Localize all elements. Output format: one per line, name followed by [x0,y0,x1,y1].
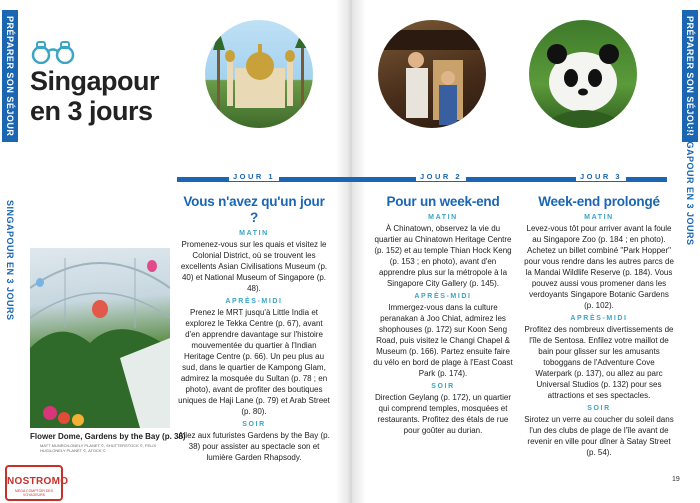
day-3-heading: Week-end prolongé [538,194,660,209]
balloon-decoration [147,260,157,272]
balloon-decoration [92,300,108,318]
binoculars-icon [30,40,76,64]
photo-temple [378,20,486,128]
day-3-apresmidi-text: Profitez des nombreux divertissements de l'île de Sentosa. Enfilez votre maillot de bain pour glisser sur les amusants toboggans de l'Adventure Cove Waterpark (p. 137), ou allez au parc Universal Studios (p. 132) pour ses attractions et ses spectacles. [524,325,674,400]
right-running-title: SINGAPOUR EN 3 JOURS [685,125,695,246]
day-3-apresmidi-label: APRÈS-MIDI [570,315,628,322]
left-running-title: SINGAPOUR EN 3 JOURS [5,200,15,321]
day-1-soir-text: Allez aux futuristes Gardens by the Bay (p. 38) pour assister au spectacle son et lumière Garden Rhapsody. [178,431,330,462]
photo-caption: Flower Dome, Gardens by the Bay (p. 38) [30,432,186,441]
photo-panda [529,20,637,128]
day-2-matin-text: À Chinatown, observez la vie du quartier au Chinatown Heritage Centre (p. 152) et au temple Thian Hock Keng (p. 153 ; en photo), avant d'en apprendre plus sur la métropole à la Singapore City Gallery (p. 145). [374,224,512,288]
day-1-soir-label: SOIR [242,421,266,428]
day-1-matin-label: MATIN [239,230,269,237]
day-3-column [524,194,674,458]
day-1-column [178,194,330,463]
title-line-1: Singapour [30,66,159,96]
page-number: 19 [672,476,680,483]
day-2-matin-label: MATIN [428,214,458,221]
day-1-apresmidi-label: APRÈS-MIDI [225,298,283,305]
watermark-subtitle: MEGA COMPTOIR DES VOYAGEURS [14,489,54,497]
day-3-soir-label: SOIR [587,405,611,412]
photo-flower-dome [30,248,170,428]
day-2-apresmidi-label: APRÈS-MIDI [414,293,472,300]
day-1-heading: Vous n'avez qu'un jour ? [183,194,325,225]
title-line-2: en 3 jours [30,96,153,126]
right-section-tab: PRÉPARER SON SÉJOUR [682,10,698,142]
day-2-column [372,194,514,436]
day-3-soir-text: Sirotez un verre au coucher du soleil dans l'un des clubs de plage de l'île avant de revenir en ville pour dîner à Satay Street (p. 54). [524,415,674,457]
left-section-tab: PRÉPARER SON SÉJOUR [2,10,18,142]
day-1-apresmidi-text: Prenez le MRT jusqu'à Little India et explorez le Tekka Centre (p. 67), avant d'en apprendre davantage sur l'histoire mouvementée du quartier à l'Indian Heritage Centre (p. 66). Un peu plus au sud, dans le quartier de Kampong Glam, admirez la mosquée du Sultan (p. 78 ; en photo), avant de profiter des boutiques uniques de Haji Lane (p. 79) et Arab Street (p. 80). [178,308,330,416]
day-3-matin-text: Levez-vous tôt pour arriver avant la foule au Singapore Zoo (p. 184 ; en photo). Achetez un billet combiné "Park Hopper" pour vous rendre dans les autres parcs de la Mandai Wildlife Reserve (p. 184). Vous pouvez aussi vous promener dans les verdoyants Singapore Botanic Gardens (p. 102). [524,224,674,310]
day-2-soir-label: SOIR [431,383,455,390]
day-1-label: JOUR 1 [229,172,279,181]
day-2-soir-text: Direction Geylang (p. 172), un quartier qui comprend temples, mosquées et restaurants. Profitez des étals de rue pour goûter au durian. [374,393,512,435]
day-2-label: JOUR 2 [416,172,466,181]
day-3-label: JOUR 3 [576,172,626,181]
photo-credits: MATT MUNRO/LONELY PLANET ©, SHUTTERSTOCK ©, FELIX HUG/LONELY PLANET ©, ATOCK © [40,443,157,453]
day-2-heading: Pour un week-end [386,194,500,209]
day-3-matin-label: MATIN [584,214,614,221]
watermark-name: NOSTROMO [7,476,69,487]
day-1-matin-text: Promenez-vous sur les quais et visitez le Colonial District, où se trouvent les excellents Asian Civilisations Museum (p. 40) et National Museum of Singapore (p. 48). [180,240,328,293]
book-gutter [336,0,366,503]
page-title [30,66,159,126]
balloon-decoration [36,278,44,287]
nostromo-watermark [5,465,69,501]
day-2-apresmidi-text: Immergez-vous dans la culture peranakan à Joo Chiat, admirez les shophouses (p. 172) sur Koon Seng Road, puis visitez le Changi Chapel & Museum (p. 166). Partez ensuite faire du vélo en bord de plage à l'East Coast Park (p. 174). [373,303,513,378]
photo-sultan-mosque [205,20,313,128]
